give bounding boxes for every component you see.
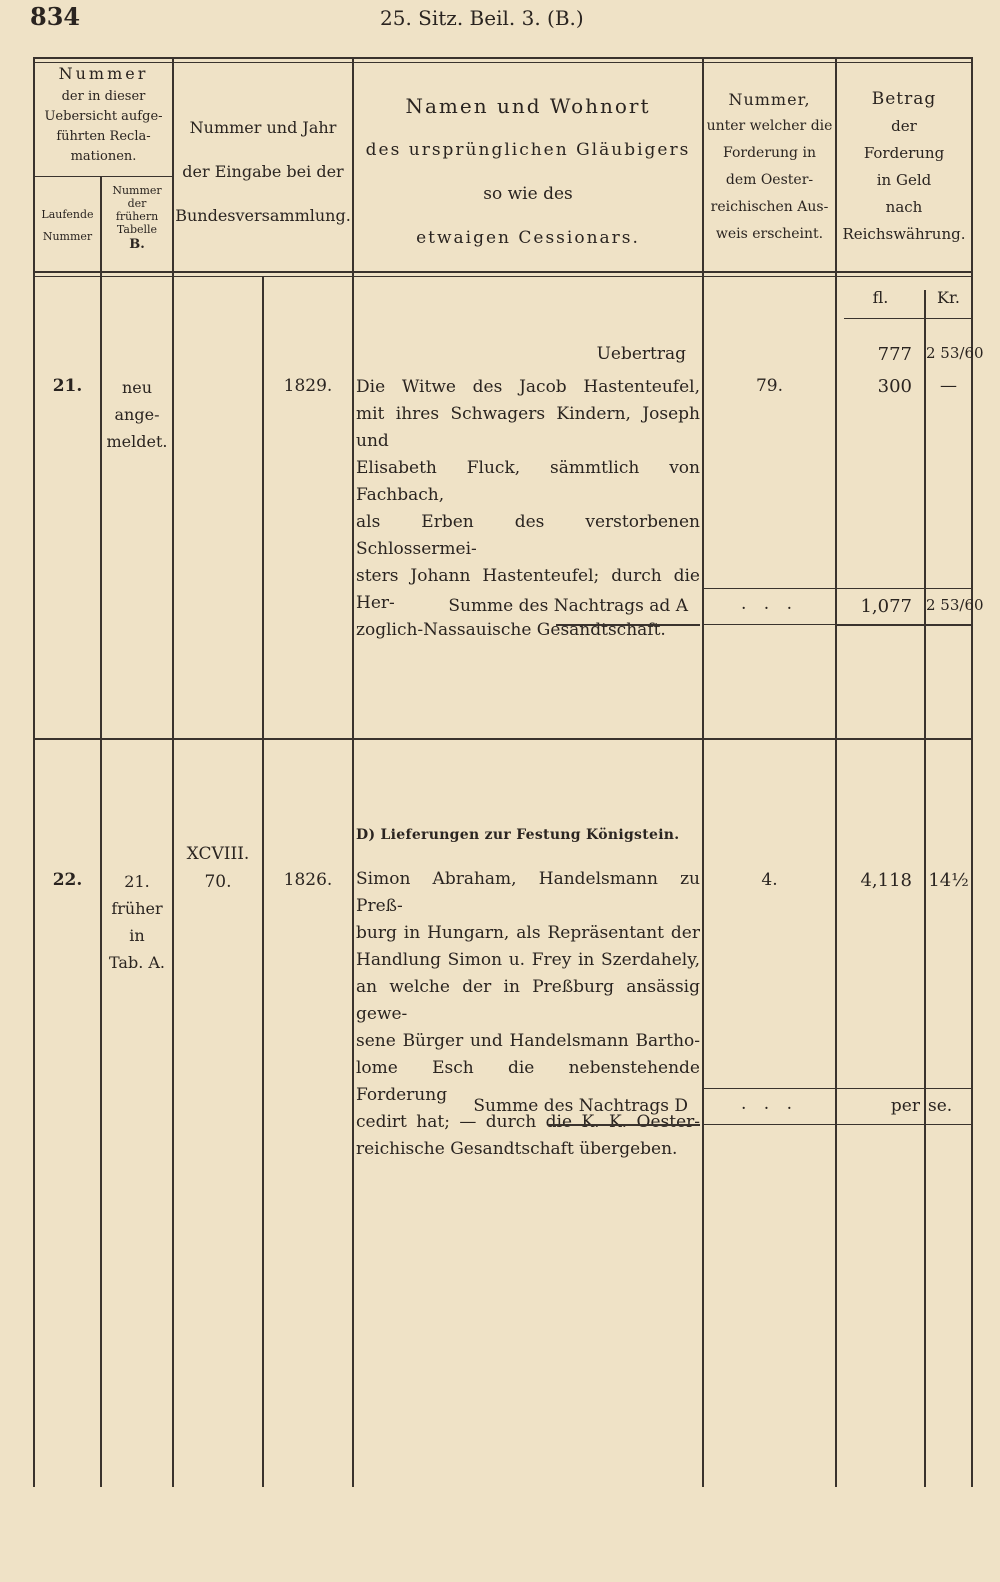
entry22-ausweis: 4. — [761, 870, 778, 890]
col4-title-1: Nummer, — [728, 90, 811, 109]
entry22-eingabe — [174, 840, 262, 896]
sum1-label: Summe des Nachtrags ad A — [448, 596, 688, 616]
col2-left — [172, 57, 174, 1487]
entry22-laufende: 22. — [52, 870, 83, 890]
col3-title-4: etwaigen Cessionars. — [416, 228, 640, 248]
col1-title-1: Nummer — [58, 64, 149, 83]
entry22-text — [356, 866, 700, 1163]
carry-label: Uebertrag — [596, 344, 686, 364]
sum2-kr: se. — [928, 1096, 953, 1116]
sum2-rule-a — [704, 1088, 835, 1089]
section-separator — [35, 738, 971, 740]
entry22-frueher-3: in — [129, 926, 145, 945]
col1-sub-b-3: frühern — [115, 210, 159, 223]
sum2-underline — [548, 1124, 700, 1126]
header-rule-thin — [33, 276, 973, 277]
entry22-fl: 4,118 — [860, 870, 912, 891]
col1-sub-b-1: Nummer — [112, 184, 162, 197]
col1-sub-a — [35, 204, 100, 248]
entry22-frueher-4: Tab. A. — [108, 953, 166, 972]
sum1-bottom-b — [837, 624, 971, 626]
col4-header — [704, 86, 835, 248]
sum1-fl: 1,077 — [860, 596, 912, 617]
col2-header — [174, 106, 352, 238]
header-rule — [33, 271, 973, 273]
col1-sub-a-2: Nummer — [42, 230, 93, 243]
col4-title-6: weis erscheint. — [715, 226, 824, 242]
col1-title-5: mationen. — [70, 149, 137, 164]
sum1-underline — [556, 624, 700, 626]
carry-fl: 777 — [877, 344, 912, 365]
col1-sub-b-4: Tabelle — [116, 223, 158, 236]
entry21-line-3: Elisabeth Fluck, sämmtlich von Fachbach, — [356, 458, 700, 505]
entry22-eingabe-2: 70. — [204, 872, 232, 892]
entry21-kr: — — [940, 376, 957, 396]
running-head: 25. Sitz. Beil. 3. (B.) — [380, 6, 584, 30]
entry21-fl: 300 — [877, 376, 912, 397]
col1-title-2: der in dieser — [61, 89, 146, 104]
col5-title-3: Forderung — [863, 144, 945, 162]
entry22-line-1: Simon Abraham, Handelsmann zu Preß- — [356, 869, 700, 916]
col3-title-1: Namen und Wohnort — [405, 94, 651, 118]
entry22-line-5: sene Bürger und Handelsmann Bartho- — [356, 1031, 700, 1051]
col2-title-3: Bundesversammlung. — [175, 206, 351, 225]
col1-sub-b-2: der — [127, 197, 147, 210]
col1-sub-a-1: Laufende — [41, 208, 94, 221]
col1-header — [35, 60, 172, 167]
carry-kr: 2 53/60 — [926, 344, 984, 362]
col1-title-3: Uebersicht aufge- — [44, 109, 163, 124]
entry21-year: 1829. — [283, 376, 333, 396]
col5-title-4: in Geld — [876, 171, 932, 189]
entry22-line-6: lome Esch die nebenstehende Forderung — [356, 1058, 700, 1105]
entry22-eingabe-1: XCVIII. — [186, 844, 250, 864]
sum2-dots: . . . — [740, 1094, 799, 1114]
sum2-bottom-b — [837, 1124, 971, 1125]
col5-title-1: Betrag — [871, 89, 937, 109]
col4-title-3: Forderung in — [723, 145, 816, 161]
entry21-line-5: sters Johann Hastenteufel; durch die Her- — [356, 566, 700, 613]
sum2-label: Summe des Nachtrags D — [473, 1096, 688, 1116]
sum1-rule-b — [837, 588, 971, 589]
sum1-kr: 2 53/60 — [926, 596, 984, 614]
entry22-kr: 14½ — [928, 870, 969, 891]
sum1-dots: . . . — [740, 594, 799, 614]
col5-title-5: nach — [885, 198, 923, 216]
right-border — [971, 57, 973, 1487]
page-number: 834 — [30, 2, 81, 31]
entry21-line-6: zoglich-Nassauische Gesandtschaft. — [356, 620, 666, 640]
col4-left — [702, 57, 704, 1487]
col1-title-4: führten Recla- — [56, 129, 151, 144]
col2-title-2: der Eingabe bei der — [182, 162, 344, 181]
entry21-ausweis: 79. — [755, 376, 784, 396]
col3-title-3: so wie des — [483, 184, 573, 204]
col3-header — [354, 84, 702, 260]
entry21-frueher-2: ange- — [114, 405, 160, 424]
sum2-bottom-a — [704, 1124, 835, 1125]
entry21-frueher-1: neu — [121, 378, 153, 397]
entry22-line-7: cedirt hat; — durch die K. K. Oester- — [356, 1112, 700, 1132]
col4-title-2: unter welcher die — [706, 118, 833, 134]
col5-header — [837, 86, 971, 248]
unit-fl: fl. — [872, 288, 889, 307]
entry22-line-4: an welche der in Preßburg ansässig gewe- — [356, 977, 700, 1024]
unit-rule — [844, 318, 971, 319]
entry21-frueher-3: meldet. — [106, 432, 168, 451]
col4-title-5: reichischen Aus- — [710, 199, 829, 215]
sum2-fl: per — [890, 1096, 920, 1116]
col2-title-1: Nummer und Jahr — [189, 118, 337, 137]
sum2-rule-b — [837, 1088, 971, 1089]
top-rule — [33, 57, 973, 59]
entry21-line-4: als Erben des verstorbenen Schlossermei- — [356, 512, 700, 559]
entry22-frueher — [102, 868, 172, 976]
col1-split — [100, 176, 102, 1487]
col1-sub-b — [102, 184, 172, 254]
entry21-frueher — [102, 374, 172, 455]
unit-kr: Kr. — [937, 288, 960, 307]
left-border — [33, 57, 35, 1487]
entry22-year: 1826. — [283, 870, 333, 890]
col5-left — [835, 57, 837, 1487]
entry22-frueher-1: 21. — [124, 872, 150, 891]
section2-heading: D) Lieferungen zur Festung Königstein. — [356, 827, 680, 843]
entry22-frueher-2: früher — [111, 899, 163, 918]
entry21-line-1: Die Witwe des Jacob Hastenteufel, — [356, 377, 700, 397]
sum1-bottom-a — [704, 624, 835, 625]
entry21-laufende: 21. — [52, 376, 83, 396]
col1-sub-b-5: B. — [129, 237, 145, 252]
entry21-line-2: mit ihres Schwagers Kindern, Joseph und — [356, 404, 700, 451]
col1-sub-rule — [35, 176, 172, 177]
col4-title-4: dem Oester- — [725, 172, 814, 188]
entry22-line-3: Handlung Simon u. Frey in Szerdahely, — [356, 950, 700, 970]
entry22-line-8: reichische Gesandtschaft übergeben. — [356, 1139, 678, 1159]
col5-title-2: der — [891, 117, 917, 135]
top-rule-thin — [33, 62, 973, 63]
sum1-rule-a — [704, 588, 835, 589]
col3-title-2: des ursprünglichen Gläubigers — [365, 140, 691, 160]
entry22-line-2: burg in Hungarn, als Repräsentant der — [356, 923, 700, 943]
col3-left — [352, 57, 354, 1487]
col5-title-6: Reichswährung. — [842, 225, 966, 243]
